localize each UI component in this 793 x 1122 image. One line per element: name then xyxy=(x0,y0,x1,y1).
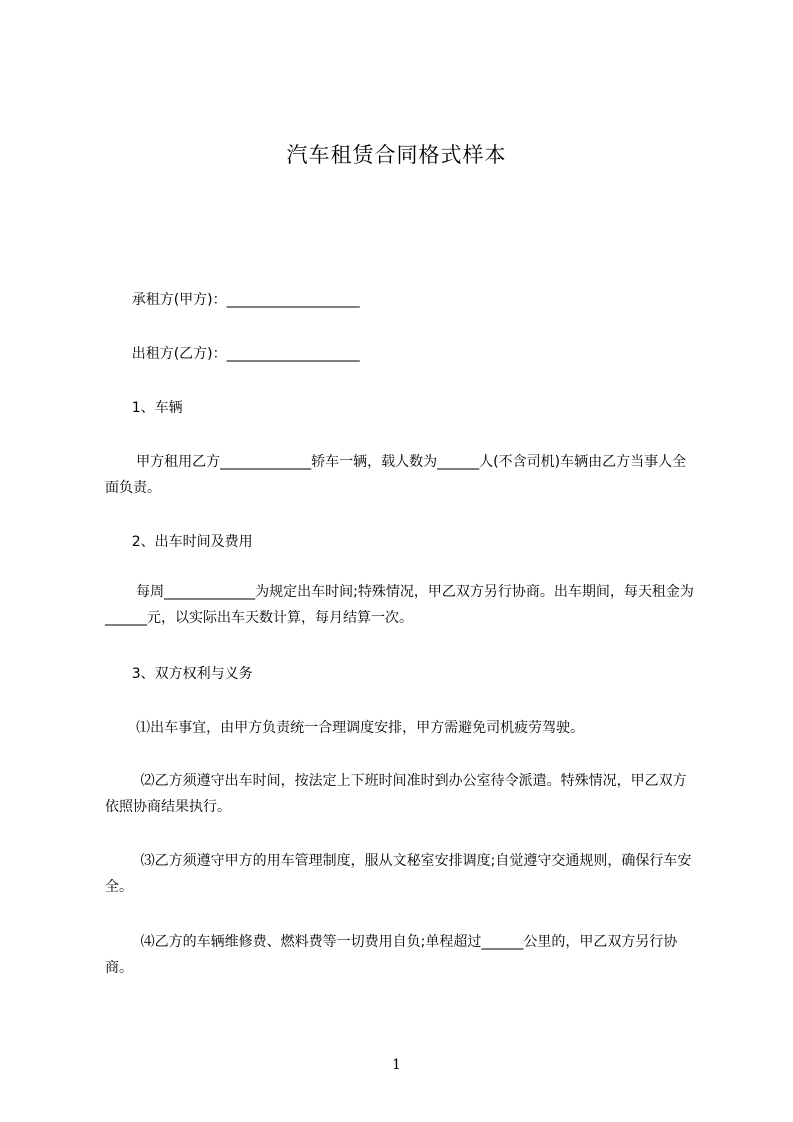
clause-vehicle: 甲方租用乙方_____________轿车一辆，载人数为______人(不含司机)车辆由乙方当事人全面负责。 xyxy=(105,454,687,496)
party-a-line: 承租方(甲方)：___________________ xyxy=(105,292,360,308)
section-heading-rights-duties: 3、双方权利与义务 xyxy=(105,666,253,682)
document-title: 汽车租赁合同格式样本 xyxy=(286,143,507,167)
party-b-line: 出租方(乙方)：___________________ xyxy=(105,346,360,362)
clause-management: ⑶乙方须遵守甲方的用车管理制度，服从文秘室安排调度;自觉遵守交通规则，确保行车安全。 xyxy=(105,853,692,895)
clause-schedule: ⑵乙方须遵守出车时间，按法定上下班时间准时到办公室待令派遣。特殊情况，甲乙双方依照协商结果执行。 xyxy=(105,773,687,815)
page-number: 1 xyxy=(392,1057,401,1073)
section-heading-vehicle: 1、车辆 xyxy=(105,400,183,416)
clause-expenses: ⑷乙方的车辆维修费、燃料费等一切费用自负;单程超过______公里的，甲乙双方另行协商。 xyxy=(105,934,678,976)
clause-time-fees: 每周_____________为规定出车时间;特殊情况，甲乙双方另行协商。出车期间，每天租金为______元，以实际出车天数计算，每月结算一次。 xyxy=(105,584,694,626)
section-heading-time-fees: 2、出车时间及费用 xyxy=(105,534,253,550)
clause-dispatch: ⑴出车事宜，由甲方负责统一合理调度安排，甲方需避免司机疲劳驾驶。 xyxy=(105,720,585,736)
